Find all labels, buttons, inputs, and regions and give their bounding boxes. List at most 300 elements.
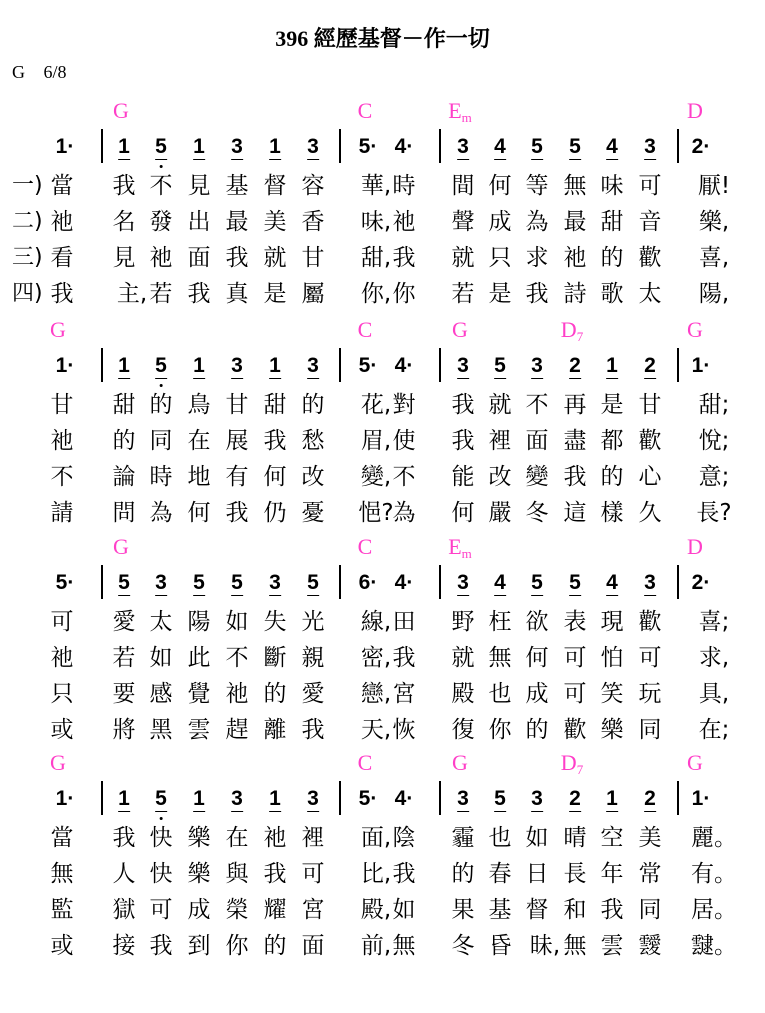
barline bbox=[101, 565, 103, 599]
note bbox=[531, 787, 543, 812]
note-digit: 1 bbox=[193, 354, 205, 377]
lyric-char: 厭! bbox=[697, 173, 731, 199]
lyric-char: 我 bbox=[225, 245, 249, 271]
lyric-char: 甘 bbox=[638, 392, 662, 418]
chord-symbol bbox=[561, 317, 583, 345]
barline bbox=[439, 129, 441, 163]
lyric-char: 親 bbox=[301, 645, 325, 671]
lyric-char: 久 bbox=[638, 500, 662, 526]
lyric-char: 線, bbox=[360, 609, 392, 635]
note-digit: 5 bbox=[358, 354, 371, 377]
note bbox=[606, 354, 618, 379]
lyric-char: 你, bbox=[360, 281, 392, 307]
lyric-char: 比, bbox=[360, 861, 392, 887]
note bbox=[457, 571, 469, 596]
lyric-char: 最 bbox=[563, 209, 587, 235]
lyric-char: 雲 bbox=[187, 717, 211, 743]
barline bbox=[677, 565, 679, 599]
lyric-char: 看 bbox=[50, 245, 74, 271]
lyric-char: 甜 bbox=[112, 392, 136, 418]
lyric-char: 這 bbox=[563, 500, 587, 526]
lyric-char: 可 bbox=[638, 645, 662, 671]
lyric-char: 能 bbox=[451, 464, 475, 490]
note bbox=[231, 787, 243, 812]
note bbox=[307, 787, 319, 812]
note bbox=[56, 787, 75, 811]
note-digit: 5 bbox=[569, 571, 581, 594]
note-digit: 5 bbox=[569, 135, 581, 158]
note-digit: 3 bbox=[307, 354, 319, 377]
note-digit: 1 bbox=[55, 354, 68, 377]
lyric-char: 何 bbox=[263, 464, 287, 490]
note-digit: 4 bbox=[494, 135, 506, 158]
note bbox=[118, 354, 130, 379]
lyric-char: 等 bbox=[525, 173, 549, 199]
note-digit: 3 bbox=[307, 787, 319, 810]
lyric-char: 果 bbox=[451, 897, 475, 923]
augmentation-dot: · bbox=[67, 571, 75, 594]
note-digit: 4 bbox=[606, 135, 618, 158]
lyric-char: 同 bbox=[638, 897, 662, 923]
lyric-char: 我 bbox=[392, 645, 416, 671]
lyric-char: 地 bbox=[187, 464, 211, 490]
lyric-char: 或 bbox=[50, 717, 74, 743]
lyric-char: 何 bbox=[488, 173, 512, 199]
lyric-char: 美 bbox=[638, 825, 662, 851]
augmentation-dot: · bbox=[370, 787, 378, 810]
verse-label: 一) bbox=[12, 173, 43, 198]
note bbox=[155, 571, 167, 596]
chord-symbol bbox=[448, 98, 472, 126]
chord-symbol bbox=[448, 534, 472, 562]
note-digit: 1 bbox=[118, 135, 130, 158]
lyric-char: 展 bbox=[225, 428, 249, 454]
lyric-char: 花, bbox=[360, 392, 392, 418]
lyric-char: 年 bbox=[600, 861, 624, 887]
note-digit: 5 bbox=[494, 354, 506, 377]
lyric-char: 春 bbox=[488, 861, 512, 887]
lyric-char: 無 bbox=[392, 933, 416, 959]
note bbox=[457, 135, 469, 160]
chord-symbol bbox=[113, 534, 129, 562]
lyric-char: 裡 bbox=[488, 428, 512, 454]
chord-root: G bbox=[113, 534, 129, 559]
lyric-char: 甜, bbox=[360, 245, 392, 271]
chord-symbol bbox=[358, 534, 373, 562]
lyric-char: 我 bbox=[112, 825, 136, 851]
lyric-char: 前, bbox=[360, 933, 392, 959]
note bbox=[644, 354, 656, 379]
chord-root: D bbox=[687, 534, 703, 559]
lyric-char: 變, bbox=[360, 464, 392, 490]
lyric-char: 表 bbox=[563, 609, 587, 635]
lyric-char: 眉, bbox=[360, 428, 392, 454]
note bbox=[644, 787, 656, 812]
low-octave-dot bbox=[160, 817, 163, 820]
lyric-char: 當 bbox=[50, 825, 74, 851]
augmentation-dot: · bbox=[703, 135, 711, 158]
lyric-char: 的 bbox=[525, 717, 549, 743]
lyric-char: 如 bbox=[225, 609, 249, 635]
key-signature bbox=[12, 62, 67, 83]
lyric-char: 居。 bbox=[691, 897, 737, 923]
note bbox=[359, 354, 378, 378]
note bbox=[193, 354, 205, 379]
chord-symbol bbox=[113, 98, 129, 126]
lyric-char: 我 bbox=[451, 392, 475, 418]
lyric-char: 黑 bbox=[149, 717, 173, 743]
lyric-char: 何 bbox=[525, 645, 549, 671]
note-digit: 5 bbox=[531, 135, 543, 158]
lyric-char: 將 bbox=[112, 717, 136, 743]
lyric-char: 接 bbox=[112, 933, 136, 959]
lyric-char: 我 bbox=[392, 861, 416, 887]
lyric-char: 督 bbox=[263, 173, 287, 199]
lyric-char: 面 bbox=[301, 933, 325, 959]
chord-suffix: 7 bbox=[576, 329, 584, 344]
note-digit: 4 bbox=[394, 571, 407, 594]
lyric-char: 笑 bbox=[600, 681, 624, 707]
note bbox=[359, 135, 378, 159]
chord-root: G bbox=[50, 317, 66, 342]
lyric-char: 我 bbox=[451, 428, 475, 454]
barline bbox=[101, 781, 103, 815]
lyric-char: 也 bbox=[488, 681, 512, 707]
lyric-char: 見 bbox=[187, 173, 211, 199]
lyric-char: 我 bbox=[600, 897, 624, 923]
lyric-char: 可 bbox=[638, 173, 662, 199]
lyric-char: 樂 bbox=[187, 825, 211, 851]
note-digit: 5 bbox=[307, 571, 319, 594]
lyric-char: 殿, bbox=[360, 897, 392, 923]
chord-root: G bbox=[452, 750, 468, 775]
note-digit: 3 bbox=[644, 135, 656, 158]
chord-suffix: m bbox=[461, 546, 472, 561]
lyric-char: 甘 bbox=[225, 392, 249, 418]
note bbox=[118, 787, 130, 812]
note bbox=[569, 571, 581, 596]
lyric-char: 怕 bbox=[600, 645, 624, 671]
augmentation-dot: · bbox=[406, 571, 414, 594]
lyric-char: 的 bbox=[301, 392, 325, 418]
lyric-char: 發 bbox=[149, 209, 173, 235]
lyric-char: 論 bbox=[112, 464, 136, 490]
lyric-char: 空 bbox=[600, 825, 624, 851]
lyric-char: 甜 bbox=[600, 209, 624, 235]
chord-symbol bbox=[50, 317, 66, 345]
note bbox=[56, 354, 75, 378]
lyric-char: 霾 bbox=[451, 825, 475, 851]
note-digit: 3 bbox=[644, 571, 656, 594]
key: G bbox=[12, 62, 25, 82]
lyric-char: 昧, bbox=[529, 933, 561, 959]
lyric-char: 可 bbox=[563, 645, 587, 671]
lyric-char: 華, bbox=[360, 173, 392, 199]
note bbox=[692, 787, 711, 811]
lyric-char: 如 bbox=[149, 645, 173, 671]
note-digit: 3 bbox=[307, 135, 319, 158]
augmentation-dot: · bbox=[406, 787, 414, 810]
note bbox=[359, 571, 378, 595]
note-digit: 2 bbox=[644, 787, 656, 810]
lyric-char: 喜; bbox=[698, 609, 730, 635]
lyric-char: 再 bbox=[563, 392, 587, 418]
note-digit: 3 bbox=[531, 787, 543, 810]
note-digit: 4 bbox=[394, 787, 407, 810]
note bbox=[193, 571, 205, 596]
chord-root: E bbox=[448, 534, 462, 559]
note-digit: 2 bbox=[691, 571, 704, 594]
note-digit: 4 bbox=[494, 571, 506, 594]
note bbox=[644, 135, 656, 160]
chord-symbol bbox=[50, 750, 66, 778]
lyric-char: 若 bbox=[112, 645, 136, 671]
chord-symbol bbox=[561, 750, 583, 778]
note bbox=[395, 135, 414, 159]
lyric-char: 我 bbox=[149, 933, 173, 959]
barline bbox=[439, 781, 441, 815]
lyric-char: 時 bbox=[392, 173, 416, 199]
lyric-char: 我 bbox=[263, 861, 287, 887]
lyric-char: 祂 bbox=[563, 245, 587, 271]
lyric-char: 榮 bbox=[225, 897, 249, 923]
lyric-char: 太 bbox=[149, 609, 173, 635]
lyric-char: 你 bbox=[392, 281, 416, 307]
lyric-char: 祂 bbox=[149, 245, 173, 271]
lyric-char: 冬 bbox=[525, 500, 549, 526]
lyric-char: 樣 bbox=[600, 500, 624, 526]
lyric-char: 不 bbox=[225, 645, 249, 671]
chord-root: D bbox=[560, 317, 577, 342]
note-digit: 3 bbox=[457, 354, 469, 377]
note bbox=[692, 135, 711, 159]
lyric-char: 甜 bbox=[263, 392, 287, 418]
lyric-char: 歡 bbox=[638, 245, 662, 271]
lyric-char: 間 bbox=[451, 173, 475, 199]
chord-symbol bbox=[358, 317, 373, 345]
lyric-char: 無 bbox=[50, 861, 74, 887]
chord-root: G bbox=[50, 750, 66, 775]
lyric-char: 在; bbox=[698, 717, 730, 743]
lyric-char: 是 bbox=[488, 281, 512, 307]
lyric-char: 田 bbox=[392, 609, 416, 635]
note-digit: 1 bbox=[691, 787, 704, 810]
lyric-char: 嚴 bbox=[488, 500, 512, 526]
lyric-char: 香 bbox=[301, 209, 325, 235]
lyric-char: 天, bbox=[360, 717, 392, 743]
lyric-char: 不 bbox=[392, 464, 416, 490]
lyric-char: 密, bbox=[360, 645, 392, 671]
lyric-char: 容 bbox=[301, 173, 325, 199]
chord-symbol bbox=[687, 750, 703, 778]
chord-root: G bbox=[687, 750, 703, 775]
lyric-char: 甘 bbox=[301, 245, 325, 271]
note-digit: 3 bbox=[155, 571, 167, 594]
note bbox=[569, 135, 581, 160]
lyric-char: 的 bbox=[263, 681, 287, 707]
lyric-char: 樂 bbox=[187, 861, 211, 887]
lyric-char: 如 bbox=[525, 825, 549, 851]
augmentation-dot: · bbox=[370, 135, 378, 158]
note-digit: 5 bbox=[55, 571, 68, 594]
note-digit: 5 bbox=[358, 787, 371, 810]
lyric-char: 出 bbox=[187, 209, 211, 235]
lyric-char: 的 bbox=[112, 428, 136, 454]
hymn-title: 396 經歷基督－作一切 bbox=[275, 26, 490, 51]
note-digit: 4 bbox=[394, 135, 407, 158]
lyric-char: 憂 bbox=[301, 500, 325, 526]
lyric-char: 祂 bbox=[225, 681, 249, 707]
note-digit: 2 bbox=[569, 354, 581, 377]
barline bbox=[677, 781, 679, 815]
lyric-char: 基 bbox=[225, 173, 249, 199]
lyric-char: 何 bbox=[187, 500, 211, 526]
lyric-char: 復 bbox=[451, 717, 475, 743]
note bbox=[269, 787, 281, 812]
lyric-char: 此 bbox=[187, 645, 211, 671]
lyric-char: 是 bbox=[600, 392, 624, 418]
lyric-char: 陽, bbox=[698, 281, 730, 307]
note-digit: 1 bbox=[269, 787, 281, 810]
lyric-char: 不 bbox=[525, 392, 549, 418]
lyric-char: 現 bbox=[600, 609, 624, 635]
lyric-char: 枉 bbox=[488, 609, 512, 635]
lyric-char: 我 bbox=[50, 281, 74, 307]
verse-label: 四) bbox=[12, 281, 43, 306]
lyric-char: 感 bbox=[149, 681, 173, 707]
lyric-char: 最 bbox=[225, 209, 249, 235]
note-digit: 1 bbox=[269, 135, 281, 158]
lyric-char: 我 bbox=[392, 245, 416, 271]
lyric-char: 雲 bbox=[600, 933, 624, 959]
lyric-char: 甜; bbox=[698, 392, 730, 418]
chord-root: C bbox=[357, 317, 373, 342]
lyric-char: 我 bbox=[263, 428, 287, 454]
note bbox=[56, 135, 75, 159]
note-digit: 1 bbox=[118, 787, 130, 810]
lyric-char: 或 bbox=[50, 933, 74, 959]
note-digit: 2 bbox=[644, 354, 656, 377]
lyric-char: 太 bbox=[638, 281, 662, 307]
lyric-char: 主, bbox=[116, 281, 148, 307]
note-digit: 5 bbox=[494, 787, 506, 810]
note-digit: 5 bbox=[155, 787, 167, 810]
note-digit: 3 bbox=[231, 787, 243, 810]
lyric-char: 快 bbox=[149, 861, 173, 887]
lyric-char: 和 bbox=[563, 897, 587, 923]
low-octave-dot bbox=[160, 384, 163, 387]
note bbox=[494, 571, 506, 596]
lyric-char: 心 bbox=[638, 464, 662, 490]
note-digit: 3 bbox=[531, 354, 543, 377]
note-digit: 1 bbox=[193, 135, 205, 158]
lyric-char: 悒? bbox=[358, 500, 394, 526]
lyric-char: 音 bbox=[638, 209, 662, 235]
chord-root: D bbox=[687, 98, 703, 123]
lyric-char: 名 bbox=[112, 209, 136, 235]
lyric-char: 基 bbox=[488, 897, 512, 923]
note bbox=[155, 787, 167, 812]
lyric-char: 可 bbox=[149, 897, 173, 923]
note-digit: 1 bbox=[269, 354, 281, 377]
lyric-char: 真 bbox=[225, 281, 249, 307]
lyric-char: 我 bbox=[225, 500, 249, 526]
lyric-char: 歌 bbox=[600, 281, 624, 307]
lyric-char: 有。 bbox=[691, 861, 737, 887]
note bbox=[531, 354, 543, 379]
augmentation-dot: · bbox=[370, 571, 378, 594]
lyric-char: 你 bbox=[225, 933, 249, 959]
lyric-char: 就 bbox=[263, 245, 287, 271]
lyric-char: 監 bbox=[50, 897, 74, 923]
note-digit: 2 bbox=[691, 135, 704, 158]
note bbox=[118, 571, 130, 596]
chord-root: E bbox=[448, 98, 462, 123]
lyric-char: 我 bbox=[301, 717, 325, 743]
lyric-char: 耀 bbox=[263, 897, 287, 923]
chord-symbol bbox=[687, 317, 703, 345]
barline bbox=[339, 129, 341, 163]
lyric-char: 的 bbox=[263, 933, 287, 959]
note bbox=[494, 787, 506, 812]
lyric-char: 野 bbox=[451, 609, 475, 635]
chord-root: G bbox=[452, 317, 468, 342]
augmentation-dot: · bbox=[67, 354, 75, 377]
lyric-char: 愁 bbox=[301, 428, 325, 454]
lyric-char: 成 bbox=[488, 209, 512, 235]
lyric-char: 獄 bbox=[112, 897, 136, 923]
verse-label: 二) bbox=[12, 209, 43, 234]
augmentation-dot: · bbox=[67, 135, 75, 158]
note bbox=[395, 571, 414, 595]
lyric-char: 昏 bbox=[488, 933, 512, 959]
lyric-char: 我 bbox=[525, 281, 549, 307]
lyric-char: 督 bbox=[525, 897, 549, 923]
chord-root: G bbox=[687, 317, 703, 342]
lyric-char: 祂 bbox=[50, 428, 74, 454]
lyric-char: 喜, bbox=[698, 245, 730, 271]
lyric-char: 不 bbox=[149, 173, 173, 199]
lyric-char: 就 bbox=[451, 645, 475, 671]
note-digit: 1 bbox=[55, 787, 68, 810]
lyric-char: 愛 bbox=[301, 681, 325, 707]
note bbox=[457, 787, 469, 812]
lyric-char: 改 bbox=[488, 464, 512, 490]
note bbox=[307, 354, 319, 379]
lyric-char: 問 bbox=[112, 500, 136, 526]
augmentation-dot: · bbox=[406, 135, 414, 158]
note bbox=[606, 135, 618, 160]
note-digit: 6 bbox=[358, 571, 371, 594]
verse-label: 三) bbox=[12, 245, 43, 270]
lyric-char: 只 bbox=[488, 245, 512, 271]
chord-symbol bbox=[687, 98, 703, 126]
lyric-char: 歡 bbox=[563, 717, 587, 743]
chord-root: C bbox=[357, 534, 373, 559]
lyric-char: 為 bbox=[149, 500, 173, 526]
lyric-char: 只 bbox=[50, 681, 74, 707]
lyric-char: 味 bbox=[600, 173, 624, 199]
lyric-char: 要 bbox=[112, 681, 136, 707]
chord-suffix: m bbox=[461, 110, 472, 125]
note-digit: 1 bbox=[118, 354, 130, 377]
lyric-char: 樂 bbox=[600, 717, 624, 743]
lyric-char: 愛 bbox=[112, 609, 136, 635]
barline bbox=[339, 565, 341, 599]
lyric-char: 宮 bbox=[301, 897, 325, 923]
note bbox=[193, 135, 205, 160]
lyric-char: 為 bbox=[525, 209, 549, 235]
